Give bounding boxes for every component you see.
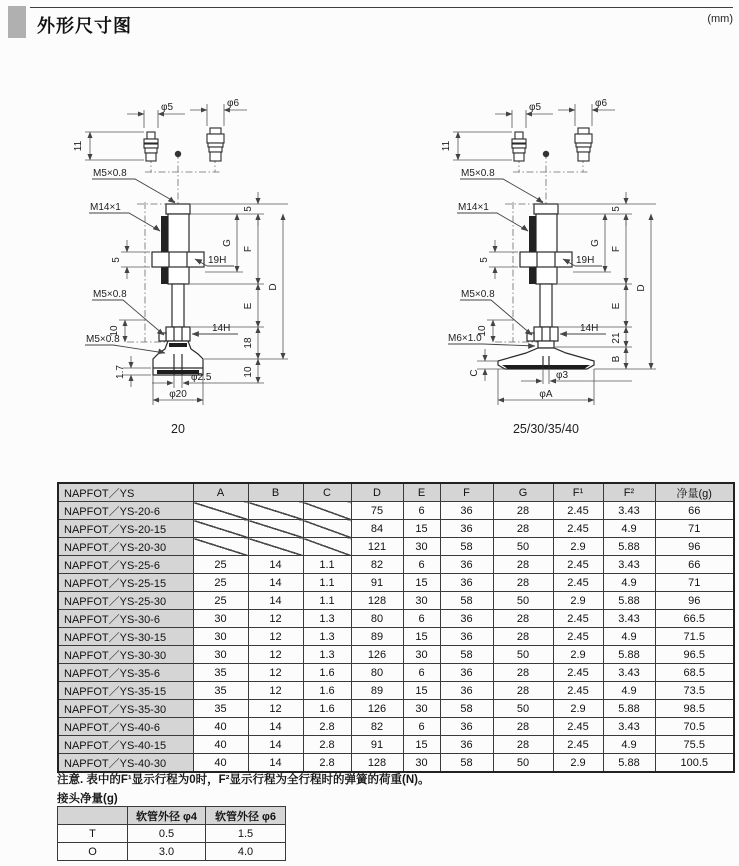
cell: 15 [403, 682, 440, 700]
cell: 3.43 [603, 664, 655, 682]
cell: 2.45 [553, 520, 603, 538]
dim-label-g: G [590, 239, 601, 247]
table-row [58, 556, 734, 574]
row-label: NAPFOT／YS-35-6 [58, 664, 193, 682]
column-header: B [248, 483, 303, 502]
cell: 14 [248, 754, 303, 773]
cell: 71.5 [655, 628, 734, 646]
cell: 12 [248, 682, 303, 700]
cell: 30 [193, 628, 248, 646]
column-header: F² [603, 483, 655, 502]
cell: 126 [351, 700, 403, 718]
cell: 71 [655, 520, 734, 538]
table-row [58, 843, 286, 861]
cell: 1.1 [303, 592, 351, 610]
joint-weight-table [57, 806, 286, 861]
cell: 2.8 [303, 718, 351, 736]
cell: 36 [440, 502, 493, 520]
cell: 12 [248, 610, 303, 628]
spec-table-body [58, 502, 734, 773]
thread-label-m5-bot: M5×0.8 [86, 334, 120, 345]
cell: 15 [403, 628, 440, 646]
fitting-phi6 [575, 128, 592, 161]
footnote: 注意. 表中的F¹显示行程为0时，F²显示行程为全行程时的弹簧的荷重(N)。 [57, 774, 430, 786]
cell: 30 [193, 646, 248, 664]
table-row [58, 610, 734, 628]
cell: 71 [655, 574, 734, 592]
dim-label-phi6: φ6 [227, 98, 240, 109]
cell: 1.6 [303, 700, 351, 718]
dim-label-phi6: φ6 [595, 98, 608, 109]
cell: 2.45 [553, 556, 603, 574]
row-label: T [58, 825, 128, 843]
row-label: NAPFOT／YS-30-15 [58, 628, 193, 646]
row-label: NAPFOT／YS-25-6 [58, 556, 193, 574]
cell: 80 [351, 664, 403, 682]
header-row [58, 483, 734, 502]
na-cell [193, 520, 248, 538]
cell: 36 [440, 520, 493, 538]
cell: 2.45 [553, 610, 603, 628]
cell: 36 [440, 574, 493, 592]
na-cell [303, 538, 351, 556]
table-row [58, 718, 734, 736]
cell: 15 [403, 736, 440, 754]
cell: 6 [403, 664, 440, 682]
column-header: G [493, 483, 553, 502]
cell: 2.45 [553, 736, 603, 754]
dim-label-phi20: φ20 [169, 389, 187, 400]
row-label: NAPFOT／YS-40-6 [58, 718, 193, 736]
cell: 128 [351, 754, 403, 773]
cell: 4.0 [206, 843, 286, 861]
cell: 2.9 [553, 700, 603, 718]
table-row [58, 574, 734, 592]
top-rule [30, 7, 733, 8]
cell: 91 [351, 736, 403, 754]
column-header [58, 807, 128, 825]
dim-label-c: C [469, 369, 480, 377]
cell: 89 [351, 682, 403, 700]
dim-label-nut5: 5 [479, 257, 490, 263]
fitting-phi6 [207, 128, 224, 161]
row-label: NAPFOT／YS-20-30 [58, 538, 193, 556]
cell: 6 [403, 502, 440, 520]
cell: 6 [403, 556, 440, 574]
spec-table-head [58, 483, 734, 502]
cell: 82 [351, 556, 403, 574]
cell: 3.43 [603, 502, 655, 520]
cell: 70.5 [655, 718, 734, 736]
hex-label-14h: 14H [580, 323, 599, 334]
column-header: NAPFOT／YS [58, 483, 193, 502]
dim-label-phi25: φ2.5 [191, 372, 212, 383]
cell: 58 [440, 538, 493, 556]
joint-table-title: 接头净量(g) [57, 793, 118, 805]
cell: 75 [351, 502, 403, 520]
cell: 1.5 [206, 825, 286, 843]
cell: 50 [493, 754, 553, 773]
cell: 126 [351, 646, 403, 664]
row-label: NAPFOT／YS-25-30 [58, 592, 193, 610]
spec-table [57, 482, 735, 773]
cell: 2.9 [553, 592, 603, 610]
cell: 50 [493, 700, 553, 718]
joint-table-head [58, 807, 286, 825]
cell: 3.0 [128, 843, 206, 861]
cell: 35 [193, 700, 248, 718]
table-row [58, 646, 734, 664]
dimension-drawing-20 [57, 92, 327, 447]
thread-label-m14: M14×1 [90, 202, 121, 213]
cell: 1.6 [303, 682, 351, 700]
cell: 91 [351, 574, 403, 592]
dim-label-11: 11 [441, 140, 452, 152]
cell: 28 [493, 628, 553, 646]
thread-label-m5-top: M5×0.8 [461, 168, 495, 179]
cell: 2.8 [303, 736, 351, 754]
fitting-phi5 [144, 132, 158, 161]
cell: 28 [493, 502, 553, 520]
port-dot [175, 151, 181, 157]
cell: 40 [193, 718, 248, 736]
dim-label-e: E [243, 302, 254, 310]
dim-label-phi3: φ3 [556, 370, 569, 381]
na-cell [248, 520, 303, 538]
header-row [58, 807, 286, 825]
dim-label-11: 11 [73, 140, 84, 152]
joint-table-body [58, 825, 286, 861]
cell: 50 [493, 646, 553, 664]
dim-label-d: D [268, 283, 279, 291]
cell: 89 [351, 628, 403, 646]
cell: 36 [440, 664, 493, 682]
unit-label: (mm) [707, 13, 733, 25]
cell: 50 [493, 592, 553, 610]
column-header: F [440, 483, 493, 502]
body-outline [152, 204, 204, 375]
table-row [58, 520, 734, 538]
column-header: 软管外径 φ4 [128, 807, 206, 825]
na-cell [303, 520, 351, 538]
table-row [58, 664, 734, 682]
dim-label-nut5: 5 [111, 257, 122, 263]
cell: 3.43 [603, 718, 655, 736]
dimension-drawing-25-40 [425, 92, 705, 447]
cell: 4.9 [603, 574, 655, 592]
cell: 58 [440, 754, 493, 773]
cell: 5.88 [603, 592, 655, 610]
cell: 6 [403, 610, 440, 628]
cell: 84 [351, 520, 403, 538]
cell: 2.45 [553, 682, 603, 700]
cell: 58 [440, 700, 493, 718]
dim-label-phi5: φ5 [529, 102, 542, 113]
table-row [58, 736, 734, 754]
cell: 12 [248, 646, 303, 664]
cell: 0.5 [128, 825, 206, 843]
na-cell [303, 502, 351, 520]
row-label: NAPFOT／YS-30-30 [58, 646, 193, 664]
cell: 14 [248, 718, 303, 736]
cell: 2.45 [553, 502, 603, 520]
table-row [58, 682, 734, 700]
cell: 28 [493, 736, 553, 754]
cell: 5.88 [603, 646, 655, 664]
thread-label-m5-mid: M5×0.8 [93, 289, 127, 300]
table-row [58, 754, 734, 773]
accent-block [8, 6, 26, 38]
na-cell [248, 538, 303, 556]
cell: 36 [440, 556, 493, 574]
dim-label-side10: 10 [477, 325, 488, 337]
cell: 98.5 [655, 700, 734, 718]
dim-label-21: 21 [611, 332, 622, 344]
dim-label-1-7: 1.7 [115, 365, 126, 379]
drawing-caption-25-40: 25/30/35/40 [512, 422, 580, 436]
cell: 6 [403, 718, 440, 736]
na-cell [248, 502, 303, 520]
cell: 66.5 [655, 610, 734, 628]
cell: 25 [193, 556, 248, 574]
cell: 75.5 [655, 736, 734, 754]
row-label: NAPFOT／YS-30-6 [58, 610, 193, 628]
cell: 80 [351, 610, 403, 628]
cell: 30 [193, 610, 248, 628]
cell: 5.88 [603, 538, 655, 556]
cell: 25 [193, 574, 248, 592]
cell: 12 [248, 664, 303, 682]
row-label: NAPFOT／YS-20-15 [58, 520, 193, 538]
cell: 4.9 [603, 520, 655, 538]
cell: 96 [655, 592, 734, 610]
dim-label-18: 18 [243, 337, 254, 349]
cell: 28 [493, 664, 553, 682]
cell: 5.88 [603, 754, 655, 773]
cell: 4.9 [603, 682, 655, 700]
cell: 2.45 [553, 628, 603, 646]
cell: 4.9 [603, 736, 655, 754]
cell: 1.3 [303, 646, 351, 664]
table-row [58, 825, 286, 843]
cell: 58 [440, 646, 493, 664]
hex-label-14h: 14H [212, 323, 231, 334]
hex-label-19h: 19H [208, 255, 227, 266]
cell: 100.5 [655, 754, 734, 773]
column-header: 净量(g) [655, 483, 734, 502]
cell: 36 [440, 628, 493, 646]
thread-label-m14: M14×1 [458, 202, 489, 213]
cell: 40 [193, 754, 248, 773]
row-label: NAPFOT／YS-40-15 [58, 736, 193, 754]
cell: 66 [655, 502, 734, 520]
na-cell [193, 538, 248, 556]
cell: 5.88 [603, 700, 655, 718]
dim-label-side10: 10 [109, 325, 120, 337]
dim-label-f: F [243, 245, 254, 253]
cell: 30 [403, 538, 440, 556]
cell: 1.3 [303, 628, 351, 646]
dim-label-phia: φA [539, 389, 553, 400]
table-row [58, 502, 734, 520]
cell: 28 [493, 574, 553, 592]
dim-label-b: B [611, 355, 622, 363]
row-label: NAPFOT／YS-35-15 [58, 682, 193, 700]
cell: 1.6 [303, 664, 351, 682]
cell: 4.9 [603, 628, 655, 646]
dim-label-pad10: 10 [243, 366, 254, 378]
cell: 28 [493, 610, 553, 628]
dim-label-phi5: φ5 [161, 102, 174, 113]
cell: 30 [403, 754, 440, 773]
cell: 35 [193, 682, 248, 700]
cell: 2.9 [553, 754, 603, 773]
cell: 58 [440, 592, 493, 610]
dim-label-top5: 5 [243, 206, 254, 212]
cell: 3.43 [603, 610, 655, 628]
row-label: NAPFOT／YS-40-30 [58, 754, 193, 773]
cell: 36 [440, 610, 493, 628]
cell: 28 [493, 520, 553, 538]
cell: 1.1 [303, 574, 351, 592]
cell: 30 [403, 646, 440, 664]
cell: 12 [248, 628, 303, 646]
table-row [58, 538, 734, 556]
column-header: C [303, 483, 351, 502]
table-row [58, 700, 734, 718]
cell: 2.45 [553, 574, 603, 592]
table-row [58, 592, 734, 610]
cell: 2.9 [553, 646, 603, 664]
body-outline [498, 204, 594, 369]
hex-label-19h: 19H [576, 255, 595, 266]
port-dot [543, 151, 549, 157]
column-header: E [403, 483, 440, 502]
cell: 73.5 [655, 682, 734, 700]
cell: 96.5 [655, 646, 734, 664]
row-label: NAPFOT／YS-25-15 [58, 574, 193, 592]
column-header: D [351, 483, 403, 502]
drawing-caption-20: 20 [171, 422, 185, 436]
cell: 14 [248, 592, 303, 610]
cell: 15 [403, 520, 440, 538]
cell: 2.45 [553, 664, 603, 682]
cell: 28 [493, 556, 553, 574]
page-title: 外形尺寸图 [37, 16, 132, 36]
cell: 68.5 [655, 664, 734, 682]
table-row [58, 628, 734, 646]
dim-label-e: E [611, 302, 622, 310]
column-header: F¹ [553, 483, 603, 502]
thread-label-m5-mid: M5×0.8 [461, 289, 495, 300]
cell: 25 [193, 592, 248, 610]
thread-label-m5-top: M5×0.8 [93, 168, 127, 179]
dim-label-g: G [222, 239, 233, 247]
thread-label-m6-bot: M6×1.0 [448, 333, 482, 344]
cell: 2.9 [553, 538, 603, 556]
na-cell [193, 502, 248, 520]
cell: 35 [193, 664, 248, 682]
cell: 3.43 [603, 556, 655, 574]
row-label: NAPFOT／YS-35-30 [58, 700, 193, 718]
row-label: NAPFOT／YS-20-6 [58, 502, 193, 520]
cell: 82 [351, 718, 403, 736]
cell: 28 [493, 718, 553, 736]
column-header: 软管外径 φ6 [206, 807, 286, 825]
cell: 15 [403, 574, 440, 592]
fitting-phi5 [512, 132, 526, 161]
cell: 36 [440, 718, 493, 736]
cell: 1.1 [303, 556, 351, 574]
dim-label-d: D [636, 284, 647, 292]
cell: 66 [655, 556, 734, 574]
cell: 50 [493, 538, 553, 556]
cell: 14 [248, 736, 303, 754]
cell: 30 [403, 592, 440, 610]
column-header: A [193, 483, 248, 502]
cell: 30 [403, 700, 440, 718]
cell: 36 [440, 736, 493, 754]
cell: 2.8 [303, 754, 351, 773]
dim-label-f: F [611, 245, 622, 253]
cell: 121 [351, 538, 403, 556]
cell: 1.3 [303, 610, 351, 628]
cell: 14 [248, 556, 303, 574]
cell: 128 [351, 592, 403, 610]
cell: 28 [493, 682, 553, 700]
cell: 2.45 [553, 718, 603, 736]
cell: 96 [655, 538, 734, 556]
cell: 40 [193, 736, 248, 754]
cell: 36 [440, 682, 493, 700]
cell: 12 [248, 700, 303, 718]
cell: 14 [248, 574, 303, 592]
row-label: O [58, 843, 128, 861]
dim-label-top5: 5 [611, 206, 622, 212]
